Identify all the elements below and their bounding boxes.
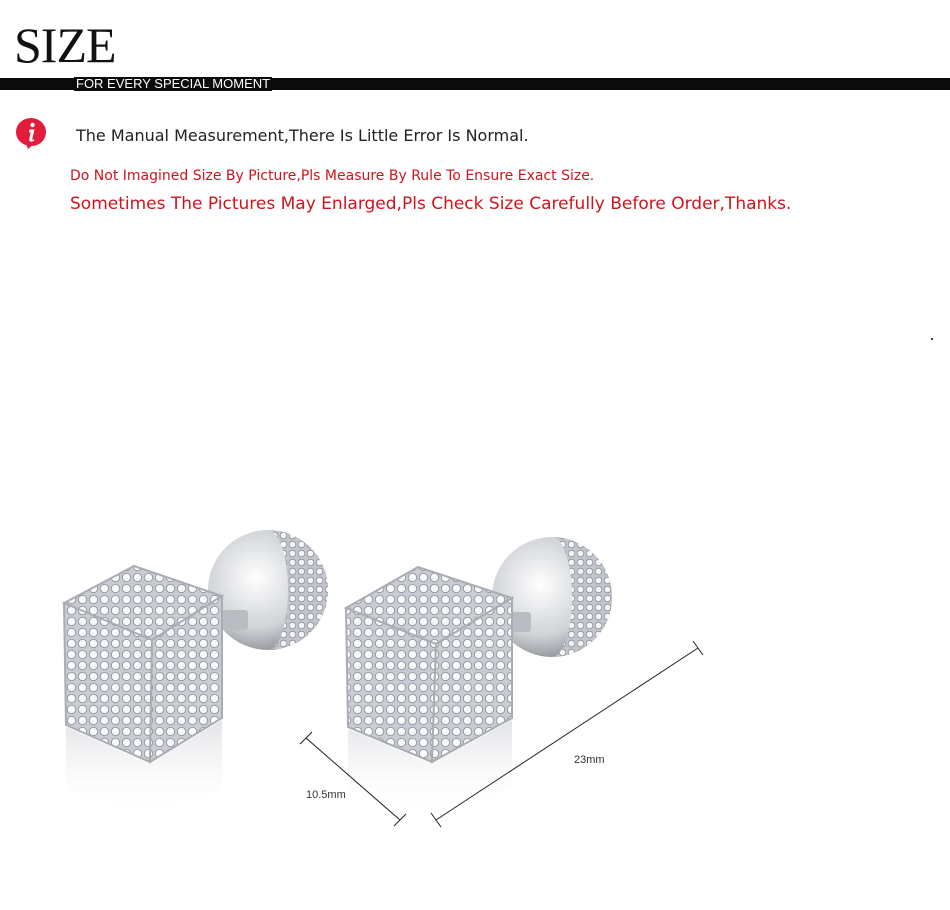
measurement-note: The Manual Measurement,There Is Little Error Is Normal.: [76, 126, 529, 145]
page-title: SIZE: [14, 17, 116, 73]
length-dimension-label: 23mm: [574, 754, 605, 766]
picture-enlarged-warning: Sometimes The Pictures May Enlarged,Pls Check Size Carefully Before Order,Thanks.: [70, 194, 792, 214]
header-tagline: FOR EVERY SPECIAL MOMENT: [76, 76, 271, 91]
width-dimension-label: 10.5mm: [306, 789, 346, 801]
product-image: [0, 500, 950, 840]
info-icon: [14, 116, 48, 150]
measure-by-rule-warning: Do Not Imagined Size By Picture,Pls Measure By Rule To Ensure Exact Size.: [70, 168, 595, 184]
earring-right: [346, 537, 612, 815]
stray-dot: [931, 338, 933, 340]
earring-left: [64, 530, 328, 815]
